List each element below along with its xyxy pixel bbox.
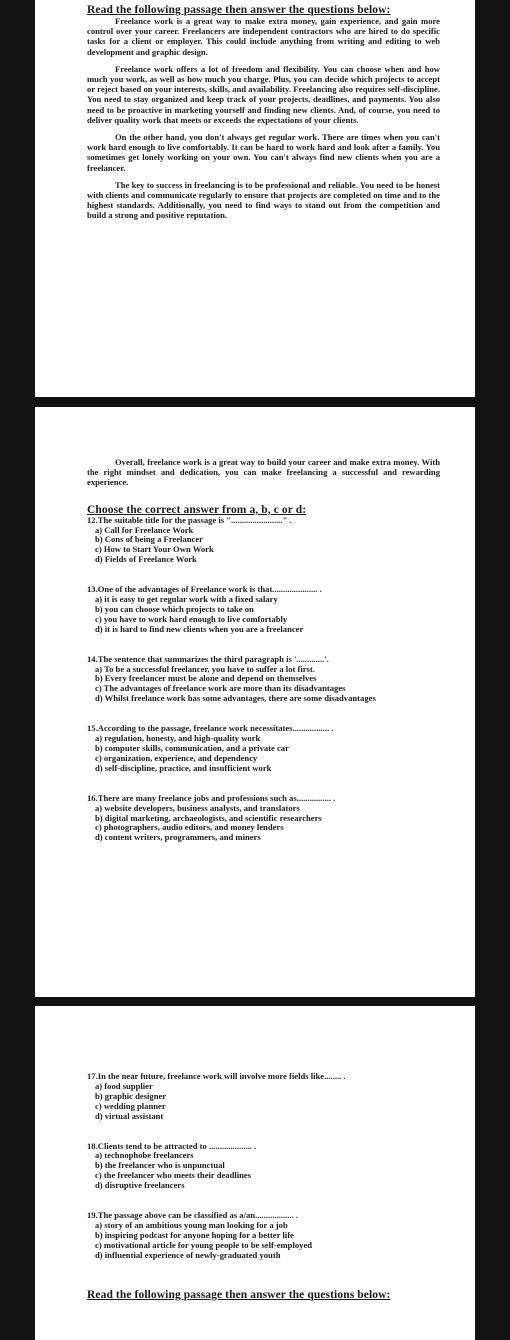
question-12 xyxy=(87,516,440,566)
answer-option-b: b) you can choose which projects to take on xyxy=(95,603,254,614)
answer-option-a: a) food supplier xyxy=(95,1080,153,1091)
question-13 xyxy=(87,585,440,635)
document-page-2 xyxy=(35,407,475,997)
answer-option-a: a) technophobe freelancers xyxy=(95,1150,194,1161)
answer-option-c: c) photographers, audio editors, and money lenders xyxy=(95,822,284,833)
answer-option-c: c) motivational article for young people to be self-employed xyxy=(95,1239,313,1250)
document-page-1 xyxy=(35,0,475,397)
answer-option-a: a) website developers, business analysts, and translators xyxy=(95,802,300,813)
answer-option-d: d) Whilst freelance work has some advantages, there are some disadvantages xyxy=(95,693,376,704)
passage-paragraph-1: Freelance work is a great way to make extra money, gain experience, and gain more control over your career. Freelancers are independent contractors who are hired to do specific tasks for a client or employer. This could include anything from writing and editing to web development and graphic design. xyxy=(87,16,440,57)
answer-option-a: a) regulation, honesty, and high-quality work xyxy=(95,733,261,744)
answer-option-b: b) Cons of being a Freelancer xyxy=(95,534,203,545)
question-19 xyxy=(87,1211,440,1261)
passage-paragraph-5: Overall, freelance work is a great way to build your career and make extra money. With the right mindset and dedication, you can make freelancing a successful and rewarding experience. xyxy=(87,457,440,488)
answer-option-a: a) it is easy to get regular work with a fixed salary xyxy=(95,594,278,605)
answer-option-c: c) The advantages of freelance work are more than its disadvantages xyxy=(95,683,346,694)
answer-option-d: d) influential experience of newly-graduated youth xyxy=(95,1249,281,1260)
choose-answer-heading: Choose the correct answer from a, b, c or d: xyxy=(87,503,307,516)
answer-option-d: d) virtual assistant xyxy=(95,1110,164,1121)
answer-option-b: b) digital marketing, archaeologists, and scientific researchers xyxy=(95,812,322,823)
passage-paragraph-3: On the other hand, you don't always get regular work. There are times when you can't work hard enough to live comfortably. It can be hard to work hard and look after a family. You sometimes get lonely working on your own. You can't always find new clients when you are a freelancer. xyxy=(87,132,440,173)
question-18 xyxy=(87,1142,440,1192)
question-stem: 16.There are many freelance jobs and professions such as................ . xyxy=(87,792,336,803)
question-14 xyxy=(87,655,440,705)
document-page-3 xyxy=(35,1006,475,1340)
answer-option-b: b) Every freelancer must be alone and depend on themselves xyxy=(95,673,317,684)
answer-option-c: c) you have to work hard enough to live comfortably xyxy=(95,613,288,624)
answer-option-b: b) computer skills, communication, and a private car xyxy=(95,743,289,754)
answer-option-a: a) Call for Freelance Work xyxy=(95,524,194,535)
passage-paragraph-4: The key to success in freelancing is to be professional and reliable. You need to be honest with clients and communicate regularly to ensure that projects are completed on time and to the highest standards. Additionally, you need to find ways to stand out from the competition and build a strong and positive reputation. xyxy=(87,179,440,221)
answer-option-c: c) the freelancer who meets their deadlines xyxy=(95,1170,252,1181)
question-16 xyxy=(87,794,440,844)
answer-option-d: d) content writers, programmers, and miners xyxy=(95,832,261,843)
answer-option-b: b) graphic designer xyxy=(95,1090,167,1101)
passage-instruction-heading: Read the following passage then answer the questions below: xyxy=(87,4,391,16)
question-15 xyxy=(87,724,440,774)
question-stem: 14.The sentence that summarizes the third paragraph is '.............'. xyxy=(87,653,329,664)
answer-option-d: d) disruptive freelancers xyxy=(95,1180,185,1191)
answer-option-a: a) To be a successful freelancer, you have to suffer a lot first. xyxy=(95,663,315,674)
answer-option-d: d) it is hard to find new clients when you are a freelancer xyxy=(95,623,304,634)
question-17 xyxy=(87,1072,440,1122)
answer-option-b: b) inspiring podcast for anyone hoping for a better life xyxy=(95,1229,294,1240)
answer-option-c: c) organization, experience, and dependency xyxy=(95,752,258,763)
question-stem: 15.According to the passage, freelance work necessitates................. . xyxy=(87,723,334,734)
question-stem: 19.The passage above can be classified as a/an.................. . xyxy=(87,1210,299,1221)
answer-option-d: d) self-discipline, practice, and insufficient work xyxy=(95,762,272,773)
passage-paragraph-2: Freelance work offers a lot of freedom and flexibility. You can choose when and how much you work, as well as how much you charge. Plus, you can decide which projects to accept or reject based on your interests, skills, and availability. Freelancing also requires self-discipline. You need to stay organized and keep track of your projects, deadlines, and payments. You also need to be proactive in marketing yourself and finding new clients. And, of course, you need to deliver quality work that meets or exceeds the expectations of your clients. xyxy=(87,63,440,125)
next-passage-heading: Read the following passage then answer the questions below: xyxy=(87,1288,391,1301)
answer-option-c: c) How to Start Your Own Work xyxy=(95,544,214,555)
answer-option-c: c) wedding planner xyxy=(95,1100,166,1111)
answer-option-a: a) story of an ambitious young man looking for a job xyxy=(95,1219,288,1230)
question-stem: 17.In the near future, freelance work will involve more fields like........ . xyxy=(87,1071,346,1081)
question-stem: 12.The suitable title for the passage is "........................" . xyxy=(87,514,292,525)
answer-option-d: d) Fields of Freelance Work xyxy=(95,554,197,565)
question-stem: 18.Clients tend to be attracted to .................... . xyxy=(87,1140,257,1151)
question-stem: 13.One of the advantages of Freelance work is that..................... . xyxy=(87,584,322,595)
answer-option-b: b) the freelancer who is unpunctual xyxy=(95,1160,225,1171)
